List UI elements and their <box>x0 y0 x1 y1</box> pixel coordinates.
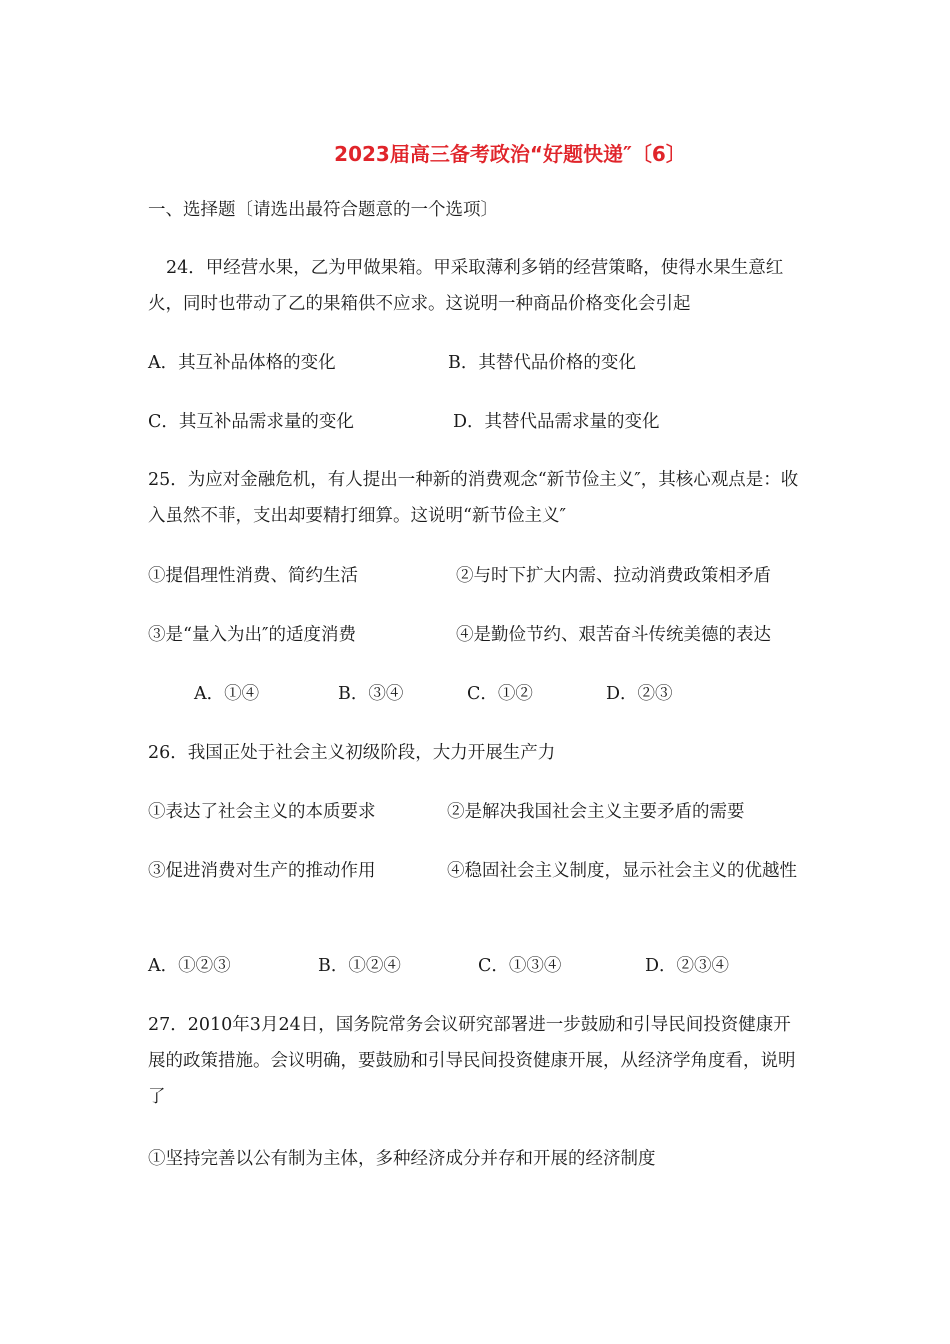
question-24-option-a: A．其互补品体格的变化 <box>148 353 336 373</box>
question-24-option-d: D．其替代品需求量的变化 <box>453 412 660 432</box>
question-26-statement-4: ④稳固社会主义制度，显示社会主义的优越性 <box>447 861 797 881</box>
question-25-option-c: C．①② <box>467 684 533 704</box>
question-24-option-c: C．其互补品需求量的变化 <box>148 412 354 432</box>
question-25-statement-4: ④是勤俭节约、艰苦奋斗传统美德的表达 <box>456 625 771 645</box>
question-26-statement-2: ②是解决我国社会主义主要矛盾的需要 <box>447 802 745 822</box>
question-25-statement-3: ③是“量入为出″的适度消费 <box>148 625 356 645</box>
question-26-statement-1: ①表达了社会主义的本质要求 <box>148 802 376 822</box>
question-25-option-a: A．①④ <box>194 684 260 704</box>
question-25-option-b: B．③④ <box>338 684 404 704</box>
question-26-option-d: D．②③④ <box>645 956 730 976</box>
question-25-statement-1: ①提倡理性消费、简约生活 <box>148 566 358 586</box>
question-26-option-c: C．①③④ <box>478 956 562 976</box>
question-24-option-b: B．其替代品价格的变化 <box>448 353 636 373</box>
question-24-stem: 24．甲经营水果，乙为甲做果箱。甲采取薄利多销的经营策略，使得水果生意红火，同时也带动了乙的果箱供不应求。这说明一种商品价格变化会引起 <box>148 258 784 314</box>
question-27-stem: 27．2010年3月24日，国务院常务会议研究部署进一步鼓励和引导民间投资健康开展的政策措施。会议明确，要鼓励和引导民间投资健康开展，从经济学角度看，说明了 <box>148 1015 796 1107</box>
section-heading: 一、选择题〔请选出最符合题意的一个选项〕 <box>148 200 498 220</box>
question-25-statement-2: ②与时下扩大内需、拉动消费政策相矛盾 <box>456 566 771 586</box>
question-26-option-b: B．①②④ <box>318 956 401 976</box>
question-26-option-a: A．①②③ <box>148 956 231 976</box>
page-title: 2023届高三备考政治“好题快递″〔6〕 <box>334 142 686 166</box>
question-27-statement-1: ①坚持完善以公有制为主体，多种经济成分并存和开展的经济制度 <box>148 1149 656 1169</box>
question-26-stem: 26．我国正处于社会主义初级阶段，大力开展生产力 <box>148 743 556 763</box>
question-26-statement-3: ③促进消费对生产的推动作用 <box>148 861 376 881</box>
question-25-option-d: D．②③ <box>606 684 673 704</box>
question-25-stem: 25．为应对金融危机，有人提出一种新的消费观念“新节俭主义″，其核心观点是：收入虽然不菲，支出却要精打细算。这说明“新节俭主义″ <box>148 470 799 526</box>
